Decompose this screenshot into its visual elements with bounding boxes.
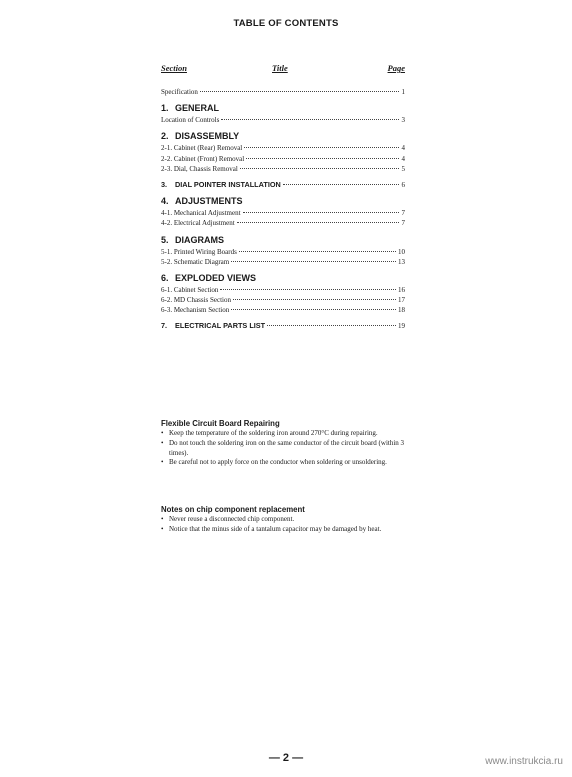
toc-label: 6-3. Mechanism Section [161,306,230,315]
group-number: 6. [161,272,169,283]
toc-group-electrical-parts [161,320,405,330]
group-number: 3. [161,179,168,189]
group-number: 5. [161,234,169,245]
header-title: Title [272,63,288,73]
toc-page: 1 [401,88,405,96]
toc-row-specification[interactable] [161,86,405,96]
toc-group-exploded-views [161,272,405,315]
leader-dots [220,282,396,290]
page-number: — 2 — [268,752,304,764]
header-section: Section [161,63,187,73]
bullet-icon: • [161,524,164,533]
toc-page: 13 [398,257,405,266]
toc-column-headers [161,63,405,75]
group-title: DISASSEMBLY [175,131,240,142]
leader-dots [233,292,396,300]
toc-row[interactable] [161,256,405,266]
toc-label: 6-2. MD Chassis Section [161,296,231,305]
leader-dots [267,318,396,326]
toc-label: 2-1. Cabinet (Rear) Removal [161,144,243,153]
toc-row[interactable] [161,304,405,314]
note-list [161,515,411,535]
leader-dots [283,177,399,185]
toc-page: 4 [401,154,405,163]
bullet-icon: • [161,429,164,437]
group-number: 2. [161,131,169,142]
note-heading: Notes on chip component replacement [161,505,305,514]
leader-dots [200,84,399,92]
header-page: Page [387,63,405,73]
leader-dots [221,112,399,120]
toc-page: 5 [401,164,405,173]
leader-dots [246,151,399,159]
group-title: GENERAL [175,103,220,114]
leader-dots [231,254,396,262]
toc-page: 7 [401,219,405,228]
toc-group-adjustments [161,195,405,227]
toc-label: Specification [161,88,198,96]
toc-label: Location of Controls [161,116,220,125]
note-heading: Flexible Circuit Board Repairing [161,419,280,428]
leader-dots [231,302,396,310]
bullet-icon: • [161,515,164,523]
group-number: 4. [161,196,169,207]
note-item: • Notice that the minus side of a tantalum capacitor may be damaged by heat. [161,524,382,533]
bullet-icon: • [161,458,164,467]
group-title: ADJUSTMENTS [175,196,243,207]
toc-label: 4-1. Mechanical Adjustment [161,209,241,218]
toc-label: 5-1. Printed Wiring Boards [161,247,237,256]
toc-row[interactable] [161,114,405,124]
notes-flexible-circuit [161,418,411,468]
leader-dots [243,205,399,213]
group-title: DIAL POINTER INSTALLATION [175,179,281,189]
group-title: EXPLODED VIEWS [175,272,257,283]
toc-row[interactable] [161,217,405,227]
toc-row[interactable] [161,179,405,189]
toc-label: 2-2. Cabinet (Front) Removal [161,154,245,163]
page-title: TABLE OF CONTENTS [233,18,339,29]
group-title: ELECTRICAL PARTS LIST [175,321,266,331]
toc-page: 16 [398,285,405,294]
note-item: • Keep the temperature of the soldering iron around 270°C during repairing. [161,429,378,437]
toc-page: 19 [398,322,405,331]
toc-group-disassembly [161,130,405,173]
toc-page: 4 [401,144,405,153]
note-item: • Do not touch the soldering iron on the same conductor of the circuit board (within 3 times). [161,438,405,457]
toc-label: 5-2. Schematic Diagram [161,257,230,266]
toc-page: 3 [401,116,405,125]
toc-row[interactable] [161,320,405,330]
toc-label: 4-2. Electrical Adjustment [161,219,235,228]
leader-dots [237,215,399,223]
bullet-icon: • [161,438,164,447]
group-number: 1. [161,103,169,114]
notes-chip-component [161,504,411,535]
toc-page: 10 [398,247,405,256]
toc-page: 7 [401,209,405,218]
note-list [161,429,411,468]
toc-label [161,180,281,190]
watermark: www.instrukcia.ru [485,756,563,767]
toc-page: 6 [401,180,405,189]
toc-label: 2-3. Dial, Chassis Removal [161,164,238,173]
leader-dots [244,140,399,148]
toc-group-diagrams [161,234,405,266]
toc-label [161,321,265,331]
leader-dots [240,161,399,169]
leader-dots [239,244,396,252]
group-number: 7. [161,321,168,331]
note-item: • Never reuse a disconnected chip component. [161,515,295,523]
toc-group-dial-pointer [161,179,405,189]
table-of-contents [161,86,405,331]
group-title: DIAGRAMS [175,234,224,245]
toc-group-general [161,102,405,124]
note-item: • Be careful not to apply force on the conductor when soldering or unsoldering. [161,458,387,467]
toc-label: 6-1. Cabinet Section [161,285,219,294]
toc-page: 18 [398,306,405,315]
toc-row[interactable] [161,163,405,173]
toc-page: 17 [398,296,405,305]
